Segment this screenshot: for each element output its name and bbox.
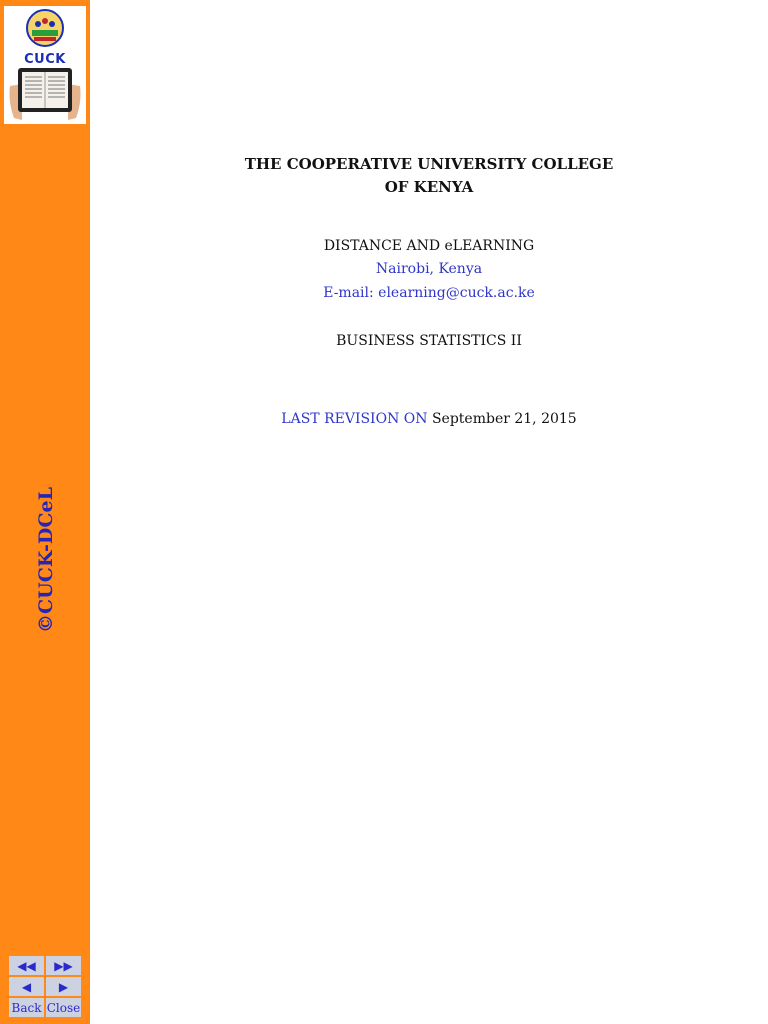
cuck-logo (4, 6, 86, 124)
last-page-button[interactable]: ▶▶ (46, 956, 81, 975)
copyright-notice: ©CUCK-DCeL (35, 487, 57, 633)
sidebar (0, 0, 90, 1024)
department-name: DISTANCE AND eLEARNING (323, 238, 535, 254)
revision-label[interactable]: LAST REVISION ON (281, 411, 428, 427)
revision-info (90, 408, 768, 431)
close-button[interactable]: Close (46, 998, 81, 1017)
previous-page-button[interactable]: ◀ (9, 977, 44, 996)
title-line-2: OF KENYA (384, 178, 474, 196)
back-button[interactable]: Back (9, 998, 44, 1017)
title-line-1: THE COOPERATIVE UNIVERSITY COLLEGE (244, 155, 614, 173)
revision-date: September 21, 2015 (431, 411, 577, 427)
document-page (90, 0, 768, 1024)
email-link[interactable]: E-mail: elearning@cuck.ac.ke (323, 285, 535, 301)
first-page-button[interactable]: ◀◀ (9, 956, 44, 975)
location-link[interactable]: Nairobi, Kenya (375, 261, 483, 277)
navigation-controls (9, 956, 81, 1017)
course-title: BUSINESS STATISTICS II (336, 333, 522, 349)
next-page-button[interactable]: ▶ (46, 977, 81, 996)
logo-text: CUCK (24, 52, 66, 67)
